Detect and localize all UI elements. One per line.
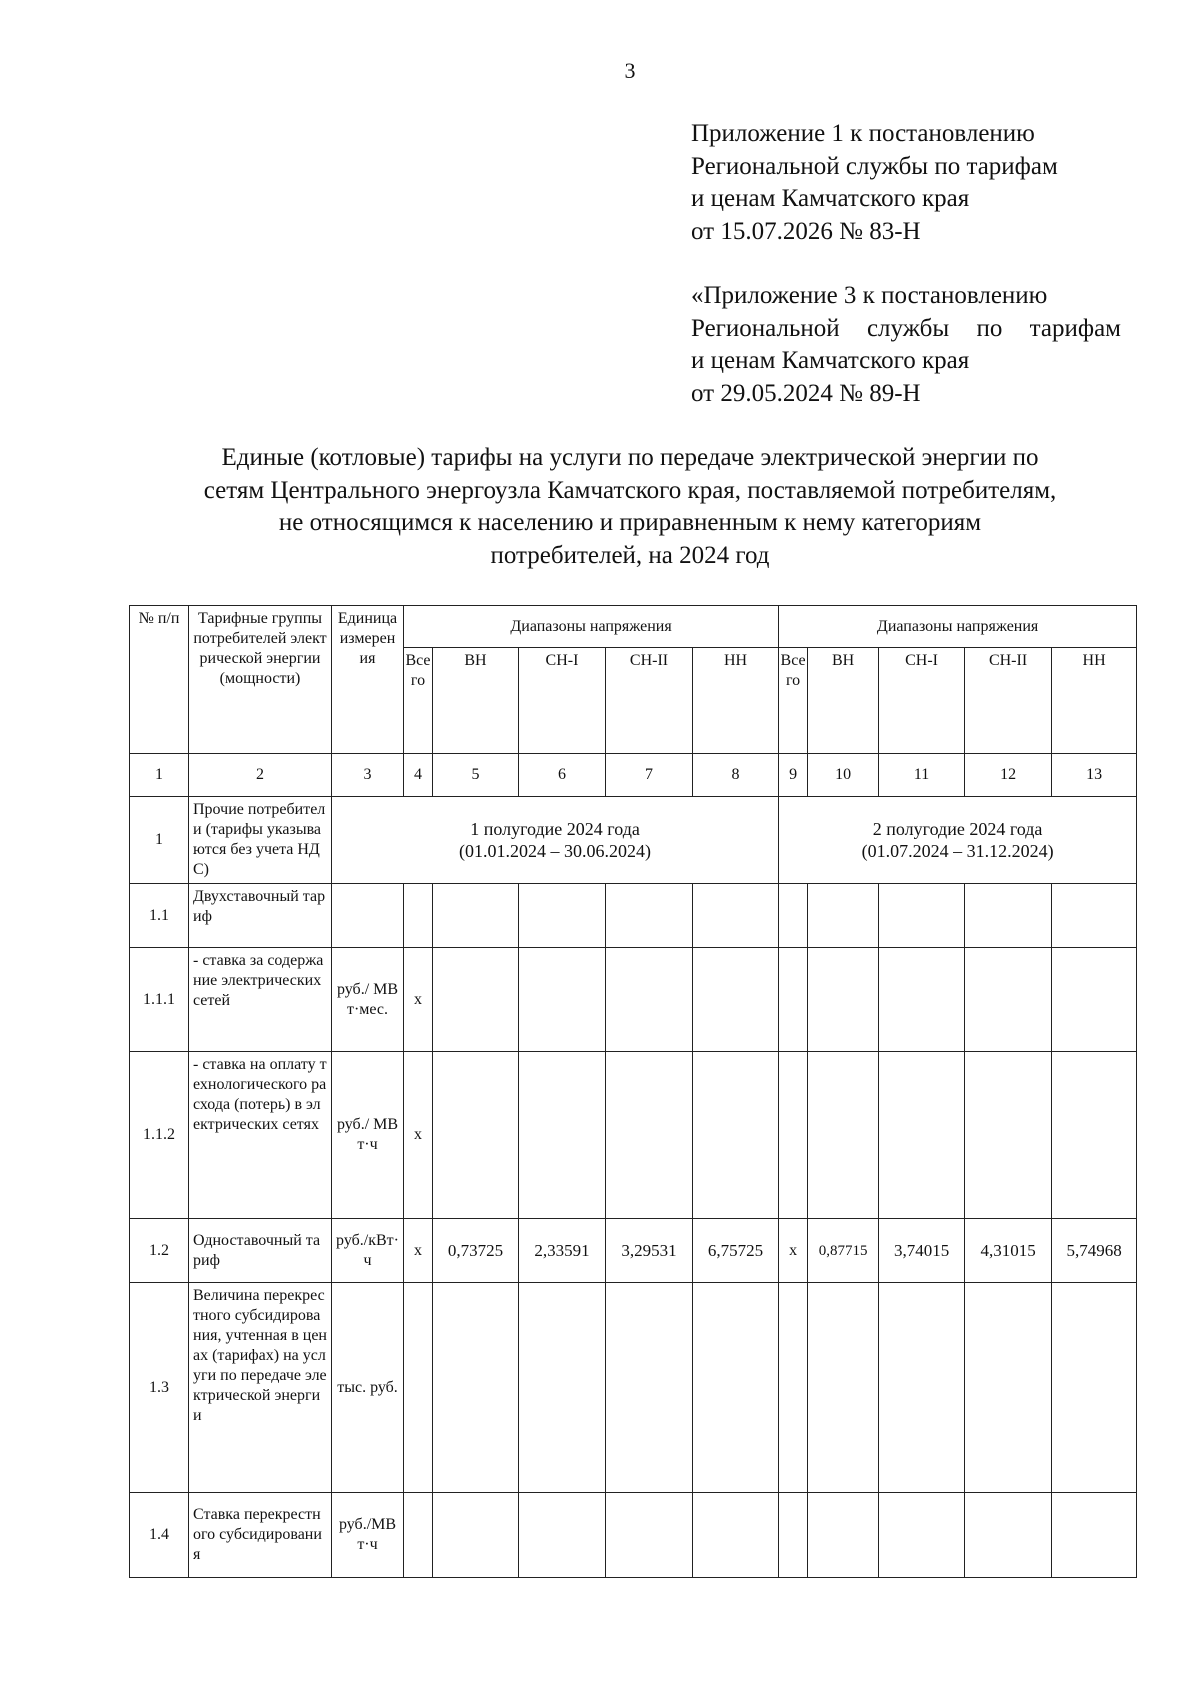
column-number: 3 bbox=[332, 754, 404, 797]
column-number-row bbox=[130, 754, 1137, 797]
empty-cell bbox=[693, 1052, 779, 1219]
header-voltage-ranges-1: Диапазоны напряжения bbox=[404, 606, 779, 648]
empty-cell bbox=[606, 1052, 693, 1219]
title-line: потребителей, на 2024 год bbox=[490, 541, 770, 569]
section-row bbox=[130, 797, 1137, 884]
row-num: 1.2 bbox=[130, 1219, 189, 1283]
title-line: сетям Центрального энергоузла Камчатского края, поставляемой потребителям, bbox=[203, 476, 1057, 504]
header-groups: Тарифные группы потребителей электрической энергии (мощности) bbox=[189, 606, 332, 754]
row-unit: руб./кВт·ч bbox=[332, 1219, 404, 1283]
row-unit: руб./МВт·ч bbox=[332, 1493, 404, 1578]
table-row bbox=[130, 948, 1137, 1052]
empty-cell bbox=[879, 948, 965, 1052]
header-unit: Единица измерения bbox=[332, 606, 404, 754]
tariff-value-sn1-h2: 3,74015 bbox=[879, 1219, 965, 1283]
header-sn2-1: СН-II bbox=[606, 648, 693, 754]
tariff-value-vn-h2: 0,87715 bbox=[808, 1219, 879, 1283]
document-title bbox=[130, 442, 1130, 572]
title-line: не относящимся к населению и приравненным к нему категориям bbox=[278, 509, 982, 536]
column-number: 9 bbox=[779, 754, 808, 797]
empty-cell bbox=[519, 884, 606, 948]
row-unit: тыс. руб. bbox=[332, 1283, 404, 1493]
empty-cell bbox=[606, 948, 693, 1052]
empty-cell bbox=[965, 948, 1052, 1052]
empty-cell bbox=[606, 884, 693, 948]
empty-cell bbox=[779, 1493, 808, 1578]
empty-cell bbox=[404, 1283, 433, 1493]
column-number: 4 bbox=[404, 754, 433, 797]
empty-cell bbox=[433, 1283, 519, 1493]
tariff-value-nn-h2: 5,74968 bbox=[1052, 1219, 1137, 1283]
empty-cell bbox=[433, 884, 519, 948]
row-unit: руб./ МВт·мес. bbox=[332, 948, 404, 1052]
empty-cell bbox=[606, 1283, 693, 1493]
empty-cell bbox=[1052, 1283, 1137, 1493]
period-1 bbox=[332, 797, 779, 884]
table-row bbox=[130, 1219, 1137, 1283]
header-num: № п/п bbox=[130, 606, 189, 754]
empty-cell bbox=[808, 948, 879, 1052]
empty-cell bbox=[332, 884, 404, 948]
empty-cell bbox=[693, 884, 779, 948]
empty-cell bbox=[433, 948, 519, 1052]
row-num: 1.3 bbox=[130, 1283, 189, 1493]
empty-cell bbox=[808, 884, 879, 948]
table-row bbox=[130, 1283, 1137, 1493]
row-num: 1.4 bbox=[130, 1493, 189, 1578]
header-sn1-1: СН-I bbox=[519, 648, 606, 754]
row-name: - ставка на оплату технологического расхода (потерь) в электрических сетях bbox=[189, 1052, 332, 1219]
empty-cell bbox=[404, 884, 433, 948]
empty-cell bbox=[519, 1283, 606, 1493]
appendix-2-line: и ценам Камчатского края bbox=[691, 347, 970, 374]
row-num: 1.1.1 bbox=[130, 948, 189, 1052]
appendix-2-line: от 29.05.2024 № 89-Н bbox=[691, 379, 921, 407]
table-row bbox=[130, 1052, 1137, 1219]
header-vn-2: ВН bbox=[808, 648, 879, 754]
page-number: 3 bbox=[624, 58, 636, 83]
empty-cell bbox=[433, 1493, 519, 1578]
row-name: Одноставочный тариф bbox=[189, 1219, 332, 1283]
empty-cell bbox=[519, 948, 606, 1052]
appendix-2-line: «Приложение 3 к постановлению bbox=[691, 282, 1048, 309]
empty-cell bbox=[693, 1283, 779, 1493]
empty-cell bbox=[965, 1052, 1052, 1219]
empty-cell bbox=[965, 884, 1052, 948]
empty-cell bbox=[1052, 884, 1137, 948]
column-number: 8 bbox=[693, 754, 779, 797]
section-num: 1 bbox=[130, 797, 189, 884]
row-name: Величина перекрестного субсидирования, учтенная в ценах (тарифах) на услуги по передаче электрической энергии bbox=[189, 1283, 332, 1493]
empty-cell bbox=[879, 1283, 965, 1493]
tariff-table bbox=[129, 605, 1137, 1578]
column-number: 1 bbox=[130, 754, 189, 797]
appendix-1-block bbox=[691, 118, 1058, 248]
row-num: 1.1.2 bbox=[130, 1052, 189, 1219]
empty-cell bbox=[1052, 948, 1137, 1052]
column-number: 10 bbox=[808, 754, 879, 797]
column-number: 12 bbox=[965, 754, 1052, 797]
empty-cell bbox=[1052, 1493, 1137, 1578]
header-sn1-2: СН-I bbox=[879, 648, 965, 754]
total-cell: х bbox=[404, 1219, 433, 1283]
column-number: 2 bbox=[189, 754, 332, 797]
header-sn2-2: СН-II bbox=[965, 648, 1052, 754]
column-number: 11 bbox=[879, 754, 965, 797]
column-number: 5 bbox=[433, 754, 519, 797]
row-unit: руб./ МВт·ч bbox=[332, 1052, 404, 1219]
empty-cell bbox=[779, 1052, 808, 1219]
empty-cell bbox=[693, 1493, 779, 1578]
header-nn-1: НН bbox=[693, 648, 779, 754]
header-row-1 bbox=[130, 606, 1137, 648]
header-vn-1: ВН bbox=[433, 648, 519, 754]
header-total-1: Всего bbox=[404, 648, 433, 754]
tariff-value-sn1-h1: 2,33591 bbox=[519, 1219, 606, 1283]
empty-cell bbox=[879, 884, 965, 948]
empty-cell bbox=[693, 948, 779, 1052]
period-2-dates: (01.07.2024 – 31.12.2024) bbox=[861, 841, 1054, 861]
empty-cell bbox=[808, 1052, 879, 1219]
empty-cell bbox=[808, 1493, 879, 1578]
empty-cell bbox=[965, 1493, 1052, 1578]
table-row bbox=[130, 884, 1137, 948]
header-voltage-ranges-2: Диапазоны напряжения bbox=[779, 606, 1137, 648]
column-number: 13 bbox=[1052, 754, 1137, 797]
header-nn-2: НН bbox=[1052, 648, 1137, 754]
tariff-value-vn-h1: 0,73725 bbox=[433, 1219, 519, 1283]
period-2-label: 2 полугодие 2024 года bbox=[872, 819, 1043, 839]
empty-cell bbox=[519, 1052, 606, 1219]
total-cell: х bbox=[404, 948, 433, 1052]
period-1-dates: (01.01.2024 – 30.06.2024) bbox=[459, 841, 652, 861]
header-total-2: Всего bbox=[779, 648, 808, 754]
title-line: Единые (котловые) тарифы на услуги по передаче электрической энергии по bbox=[221, 444, 1039, 471]
appendix-1-line: и ценам Камчатского края bbox=[691, 185, 970, 212]
empty-cell bbox=[879, 1493, 965, 1578]
empty-cell bbox=[879, 1052, 965, 1219]
empty-cell bbox=[519, 1493, 606, 1578]
empty-cell bbox=[779, 1283, 808, 1493]
period-2 bbox=[779, 797, 1137, 884]
table-row bbox=[130, 1493, 1137, 1578]
tariff-value-sn2-h1: 3,29531 bbox=[606, 1219, 693, 1283]
empty-cell bbox=[433, 1052, 519, 1219]
row-name: - ставка за содержание электрических сетей bbox=[189, 948, 332, 1052]
empty-cell bbox=[606, 1493, 693, 1578]
appendix-2-block bbox=[691, 280, 1121, 410]
period-1-label: 1 полугодие 2024 года bbox=[470, 819, 640, 839]
column-number: 6 bbox=[519, 754, 606, 797]
empty-cell bbox=[779, 948, 808, 1052]
appendix-2-line: Региональной службы по тарифам bbox=[691, 314, 1121, 342]
row-num: 1.1 bbox=[130, 884, 189, 948]
total-cell: х bbox=[779, 1219, 808, 1283]
column-number: 7 bbox=[606, 754, 693, 797]
empty-cell bbox=[404, 1493, 433, 1578]
tariff-value-nn-h1: 6,75725 bbox=[693, 1219, 779, 1283]
row-name: Двухставочный тариф bbox=[189, 884, 332, 948]
empty-cell bbox=[779, 884, 808, 948]
appendix-1-line: Приложение 1 к постановлению bbox=[691, 120, 1035, 147]
appendix-1-line: Региональной службы по тарифам bbox=[691, 152, 1058, 180]
appendix-1-line: от 15.07.2026 № 83-Н bbox=[691, 217, 921, 245]
total-cell: х bbox=[404, 1052, 433, 1219]
section-name: Прочие потребители (тарифы указываются без учета НДС) bbox=[189, 797, 332, 884]
row-name: Ставка перекрестного субсидирования bbox=[189, 1493, 332, 1578]
empty-cell bbox=[965, 1283, 1052, 1493]
empty-cell bbox=[808, 1283, 879, 1493]
empty-cell bbox=[1052, 1052, 1137, 1219]
tariff-value-sn2-h2: 4,31015 bbox=[965, 1219, 1052, 1283]
